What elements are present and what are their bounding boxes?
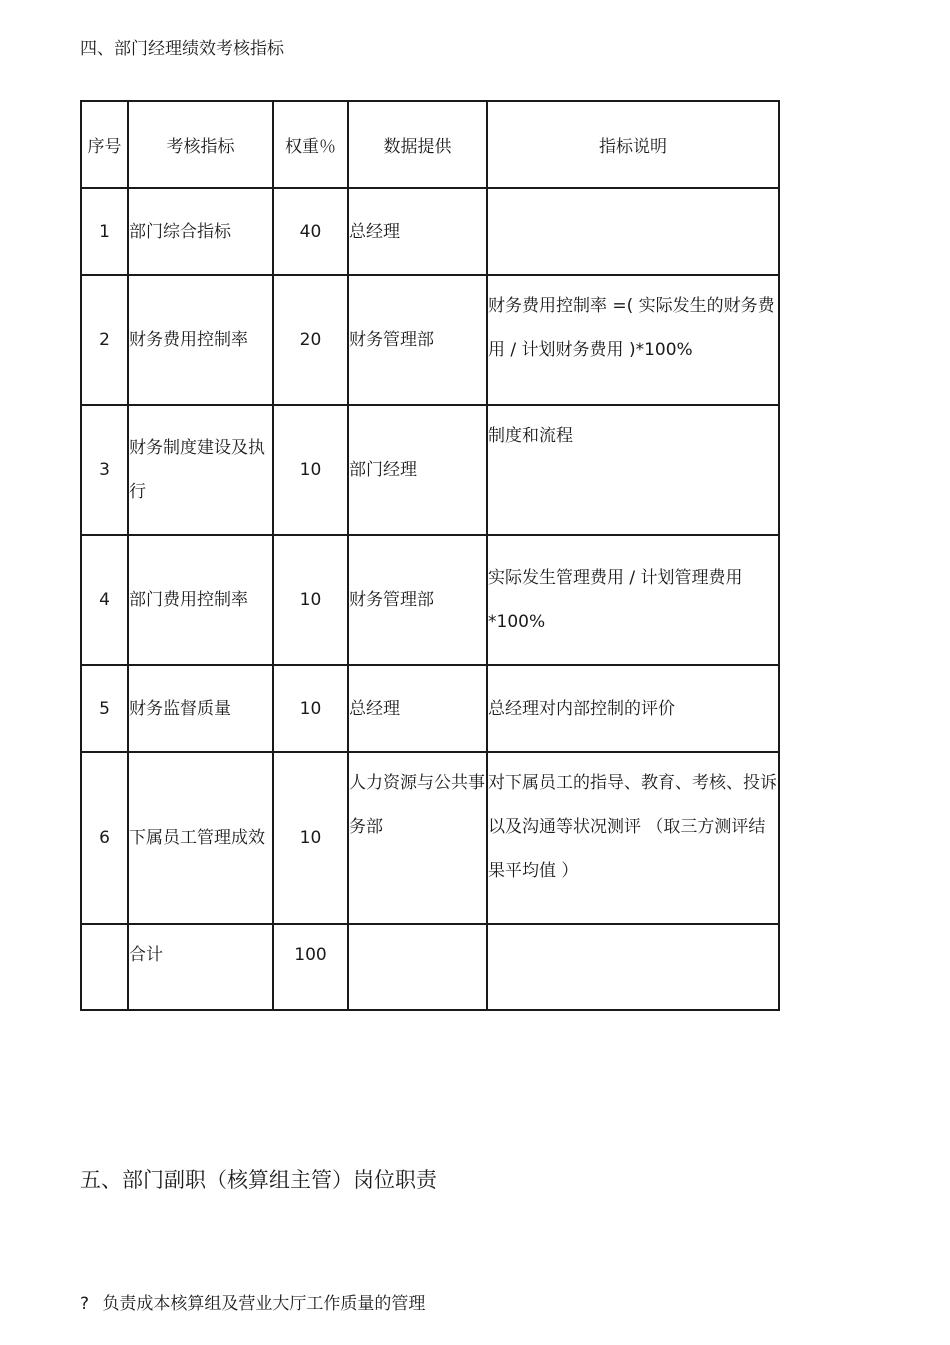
header-no: 序号 (81, 101, 128, 188)
row-weight: 20 (273, 275, 348, 405)
row-description: 制度和流程 (487, 405, 779, 535)
row-no: 3 (81, 405, 128, 535)
row-weight: 10 (273, 752, 348, 924)
row-description: 财务费用控制率 =( 实际发生的财务费用 / 计划财务费用 )*100% (487, 275, 779, 405)
header-provider: 数据提供 (348, 101, 487, 188)
row-no: 5 (81, 665, 128, 752)
row-indicator: 部门费用控制率 (128, 535, 273, 665)
row-description: 总经理对内部控制的评价 (487, 665, 779, 752)
table-row (81, 405, 779, 535)
bullet-text: 负责成本核算组及营业大厅工作质量的管理 (102, 1294, 426, 1314)
table-row (81, 188, 779, 275)
row-provider: 总经理 (348, 188, 487, 275)
row-no: 6 (81, 752, 128, 924)
row-weight: 10 (273, 665, 348, 752)
table-row (81, 275, 779, 405)
table-row (81, 924, 779, 1010)
row-no: 4 (81, 535, 128, 665)
header-indicator: 考核指标 (128, 101, 273, 188)
row-provider: 财务管理部 (348, 275, 487, 405)
bullet-item (80, 1289, 425, 1314)
row-indicator: 合计 (128, 924, 273, 1010)
row-provider: 总经理 (348, 665, 487, 752)
row-provider: 部门经理 (348, 405, 487, 535)
row-description: 实际发生管理费用 / 计划管理费用*100% (487, 535, 779, 665)
row-no: 2 (81, 275, 128, 405)
table-row (81, 752, 779, 924)
row-indicator: 财务制度建设及执行 (128, 405, 273, 535)
table-row (81, 535, 779, 665)
row-weight: 100 (273, 924, 348, 1010)
row-provider: 人力资源与公共事务部 (348, 752, 487, 924)
header-description: 指标说明 (487, 101, 779, 188)
row-indicator: 下属员工管理成效 (128, 752, 273, 924)
row-no: 1 (81, 188, 128, 275)
row-description: 对下属员工的指导、教育、考核、投诉以及沟通等状况测评 （取三方测评结果平均值 ） (487, 752, 779, 924)
row-provider: 财务管理部 (348, 535, 487, 665)
row-indicator: 财务费用控制率 (128, 275, 273, 405)
row-indicator: 部门综合指标 (128, 188, 273, 275)
kpi-table (80, 100, 780, 1011)
row-weight: 40 (273, 188, 348, 275)
row-indicator: 财务监督质量 (128, 665, 273, 752)
row-provider (348, 924, 487, 1010)
table-row (81, 665, 779, 752)
table-header-row (81, 101, 779, 188)
row-description (487, 188, 779, 275)
header-weight: 权重％ (273, 101, 348, 188)
row-description (487, 924, 779, 1010)
row-weight: 10 (273, 535, 348, 665)
bullet-marker: ? (80, 1294, 90, 1314)
row-no (81, 924, 128, 1010)
section-5-title: 五、部门副职（核算组主管）岗位职责 (80, 1168, 437, 1192)
section-4-title: 四、部门经理绩效考核指标 (80, 39, 284, 59)
row-weight: 10 (273, 405, 348, 535)
